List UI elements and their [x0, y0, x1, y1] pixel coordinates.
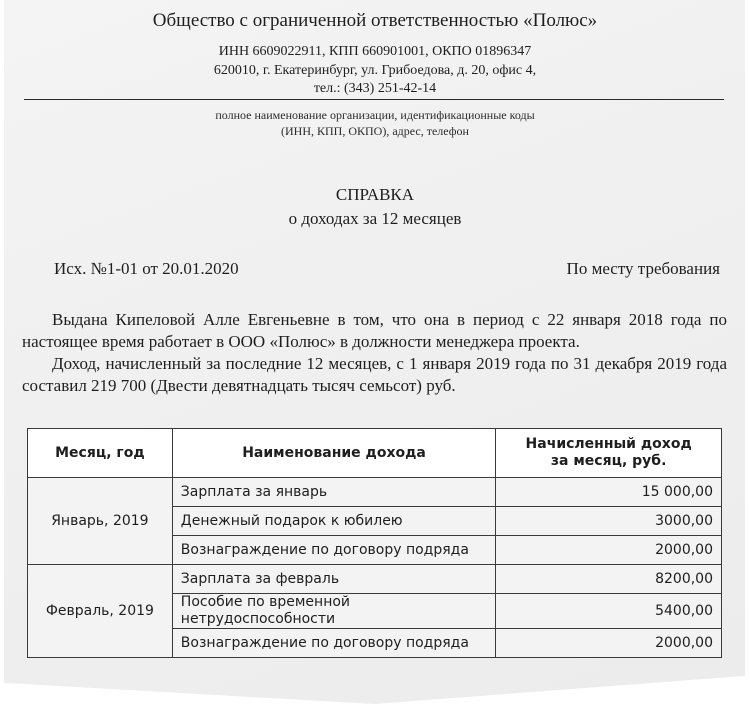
header-amount-line1: Начисленный доход [525, 436, 692, 452]
header-income-name: Наименование дохода [172, 429, 496, 478]
body-paragraph-1: Выдана Кипеловой Алле Евгеньевне в том, что она в период с 22 января 2018 года по настоящее время работает в ООО «Полюс» в должности менеджера проекта. [22, 310, 727, 351]
amount-cell: 8200,00 [496, 565, 722, 594]
month-cell: Февраль, 2019 [28, 565, 173, 658]
income-name-cell: Зарплата за февраль [172, 565, 496, 594]
income-name-line2: нетрудоспособности [180, 611, 336, 627]
header-divider [24, 99, 724, 100]
outgoing-number: Исх. №1-01 от 20.01.2020 [54, 259, 239, 278]
income-name-cell: Денежный подарок к юбилею [172, 507, 496, 536]
income-name-line1: Пособие по временной [180, 594, 351, 610]
income-name-cell: Вознаграждение по договору подряда [172, 629, 496, 658]
income-name-cell [172, 594, 496, 629]
amount-cell: 15 000,00 [496, 478, 722, 507]
document-title: СПРАВКА [335, 185, 415, 204]
body-paragraph-2: Доход, начисленный за последние 12 месяцев, с 1 января 2019 года по 31 декабря 2019 года составил 219 700 (Двести девятнадцать тысяч семьсот) руб. [22, 354, 727, 395]
income-name-cell: Вознаграждение по договору подряда [172, 536, 496, 565]
organization-codes: ИНН 6609022911, КПП 660901001, ОКПО 01896347 [218, 44, 532, 59]
header-caption-line1: полное наименование организации, идентификационные коды [215, 108, 535, 122]
income-table [27, 428, 722, 658]
organization-address: 620010, г. Екатеринбург, ул. Грибоедова, д. 20, офис 4, [213, 63, 537, 78]
destination: По месту требования [566, 259, 720, 278]
document-subtitle: о доходах за 12 месяцев [288, 209, 462, 228]
organization-name: Общество с ограниченной ответственностью «Полюс» [152, 10, 598, 31]
amount-cell: 5400,00 [496, 594, 722, 629]
amount-cell: 2000,00 [496, 629, 722, 658]
header-amount [496, 429, 722, 478]
table-row [28, 565, 722, 594]
header-caption-line2: (ИНН, КПП, ОКПО), адрес, телефон [281, 124, 469, 138]
table-header-row [28, 429, 722, 478]
amount-cell: 2000,00 [496, 536, 722, 565]
month-cell: Январь, 2019 [28, 478, 173, 565]
amount-cell: 3000,00 [496, 507, 722, 536]
organization-phone: тел.: (343) 251-42-14 [313, 81, 437, 96]
income-name-cell: Зарплата за январь [172, 478, 496, 507]
table-row [28, 478, 722, 507]
header-amount-line2: за месяц, руб. [550, 453, 667, 469]
header-month: Месяц, год [28, 429, 173, 478]
